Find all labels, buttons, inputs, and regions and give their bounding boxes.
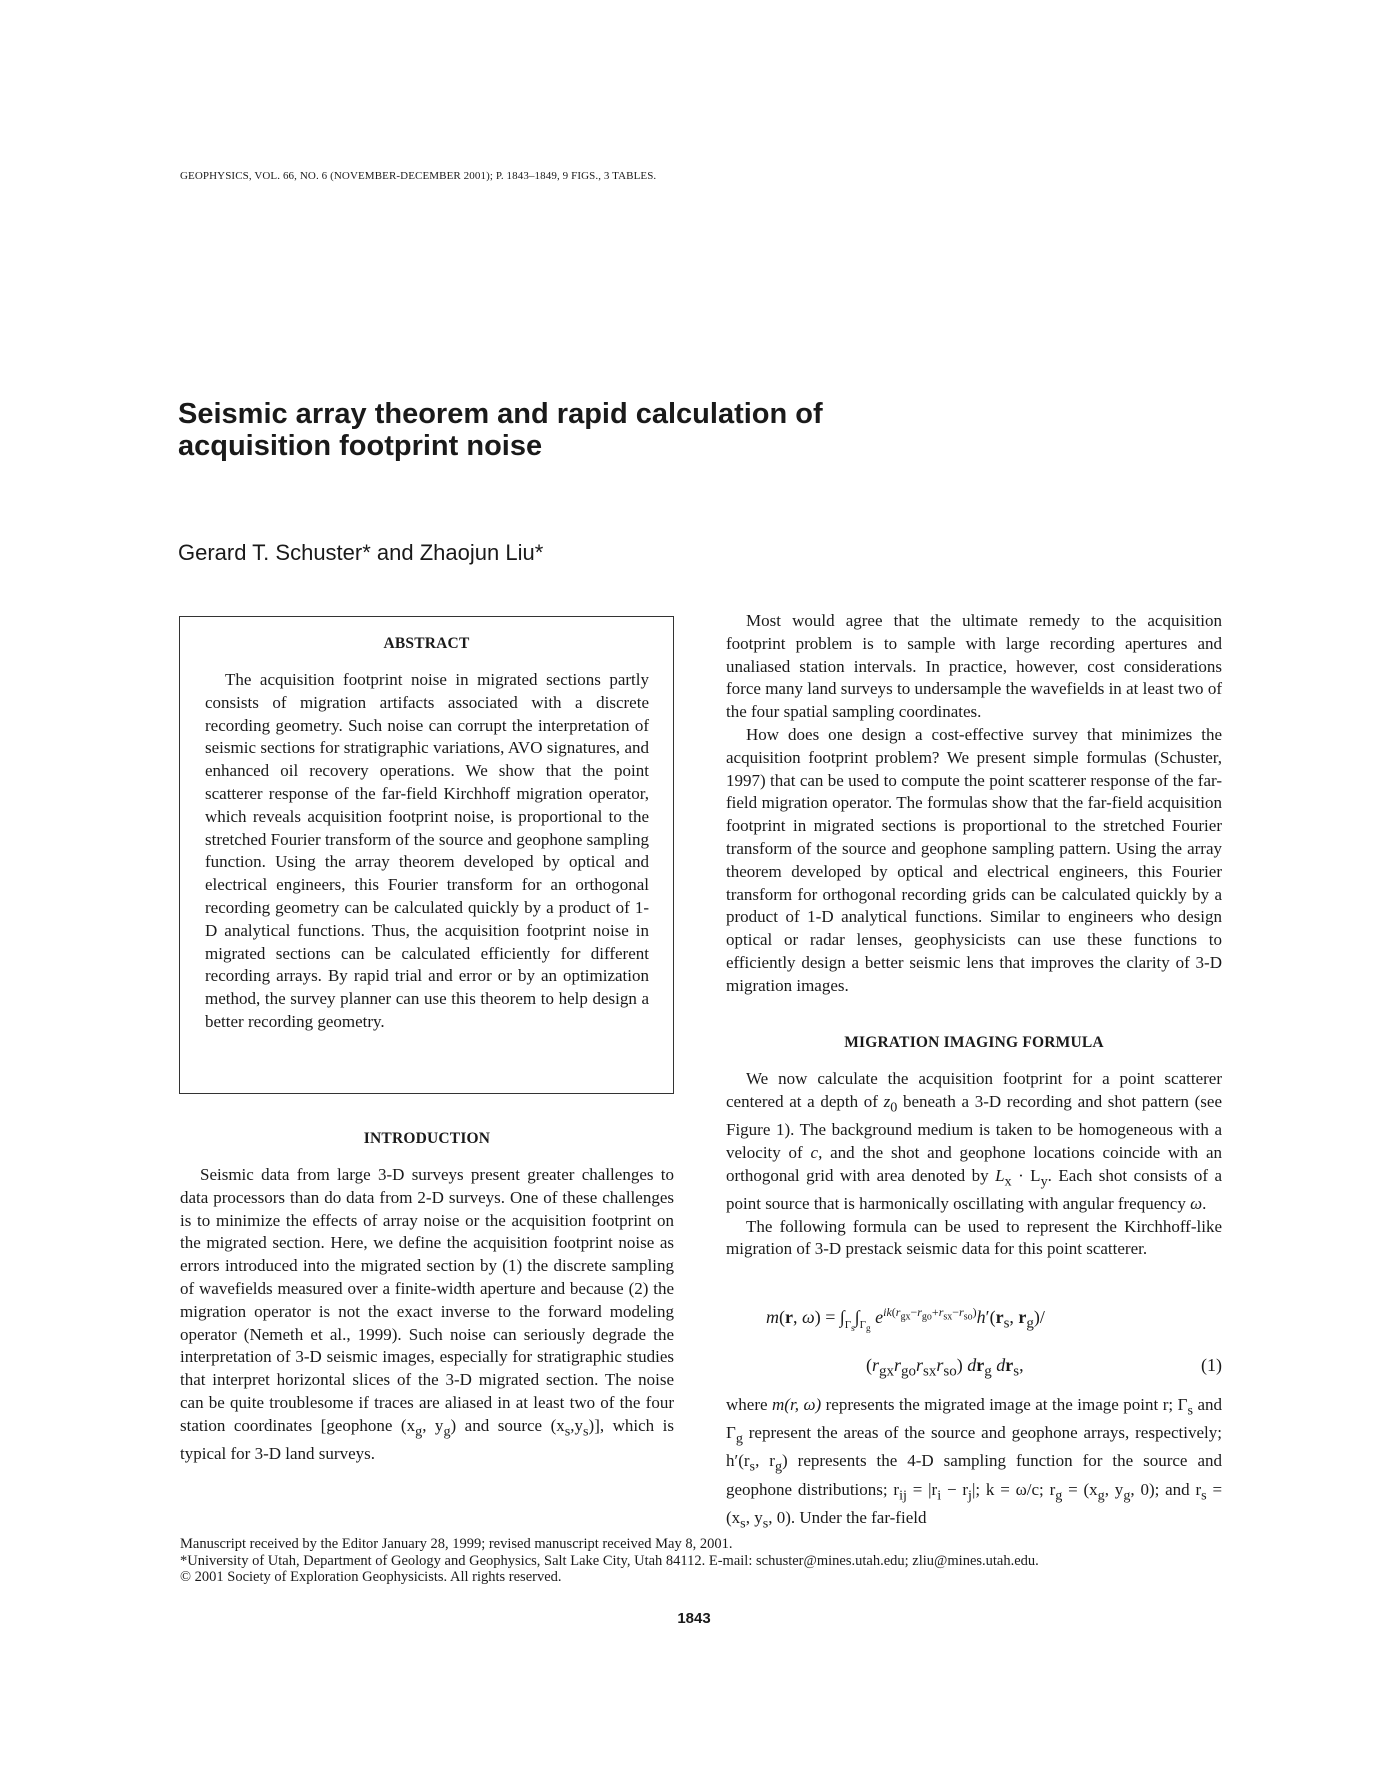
- footnote-affiliation: *University of Utah, Department of Geology and Geophysics, Salt Lake City, Utah 84112. E-mail: schuster@mines.utah.edu; zliu@mines.utah.edu.: [180, 1552, 1039, 1569]
- paragraph-remedy: Most would agree that the ultimate remedy to the acquisition footprint problem is to sample with large recording apertures and unaliased station intervals. In practice, however, cost considerations force many land surveys to undersample the wavefields in at least two of the four spatial sampling coordinates.: [726, 611, 1222, 722]
- abstract-box: [179, 616, 674, 1094]
- footnotes: [180, 1536, 1230, 1586]
- migration-heading: MIGRATION IMAGING FORMULA: [844, 1034, 1104, 1051]
- abstract-heading: ABSTRACT: [383, 635, 470, 652]
- authors: Gerard T. Schuster* and Zhaojun Liu*: [178, 540, 544, 565]
- introduction-heading: INTRODUCTION: [363, 1130, 491, 1147]
- paper-title: Seismic array theorem and rapid calculation of acquisition footprint noise: [178, 398, 823, 462]
- right-column-migration: [726, 1068, 1222, 1261]
- page-number: 1843: [677, 1610, 711, 1627]
- running-head: GEOPHYSICS, VOL. 66, NO. 6 (NOVEMBER-DECEMBER 2001); P. 1843–1849, 9 FIGS., 3 TABLES.: [180, 170, 657, 182]
- footnote-copyright: © 2001 Society of Exploration Geophysicists. All rights reserved.: [180, 1569, 562, 1585]
- paragraph-equation-definitions: where m(r, ω) represents the migrated image at the image point r; $\Gamma_s$ and $\Gamma_g$ represent the areas of the source and geophone arrays, respectively; $h'(r_s$, $r_g$) represents the 4-D sampling function for the source and geophone distributions; $r_{ij} = |r_i - r_j|$; k = ω/c; $r_g = (x_g$, $y_g$, 0); and $r_s = (x_s$, $y_s$, 0). Under the far-field: [726, 1395, 1223, 1532]
- equation-1: [726, 1305, 1222, 1385]
- equation-line-2: $(r_{gx}r_{go}r_{sx}r_{so})$ $dr_g$ $dr_s$,: [866, 1355, 1024, 1380]
- paragraph-formula-intro: The following formula can be used to represent the Kirchhoff-like migration of 3-D prestack seismic data for this point scatterer.: [726, 1216, 1222, 1259]
- right-column-intro: [726, 610, 1222, 998]
- footnote-manuscript: Manuscript received by the Editor January 28, 1999; revised manuscript received May 8, 2001.: [180, 1536, 733, 1552]
- abstract-text: The acquisition footprint noise in migrated sections partly consists of migration artifacts associated with a discrete recording geometry. Such noise can corrupt the interpretation of seismic sections for stratigraphic variations, AVO signatures, and enhanced oil recovery operations. We show that the point scatterer response of the far-field Kirchhoff migration operator, which reveals acquisition footprint noise, is proportional to the stretched Fourier transform of the source and geophone sampling function. Using the array theorem developed by optical and electrical engineers, this Fourier transform for an orthogonal recording geometry can be calculated quickly by a product of 1-D analytical functions. Thus, the acquisition footprint noise in migrated sections can be calculated efficiently for different recording arrays. By rapid trial and error or by an optimization method, the survey planner can use this theorem to help design a better recording geometry.: [205, 670, 649, 1031]
- paragraph-design: How does one design a cost-effective survey that minimizes the acquisition footprint problem? We present simple formulas (Schuster, 1997) that can be used to compute the point scatterer response of the far-field migration operator. The formulas show that the far-field acquisition footprint in migrated sections is proportional to the stretched Fourier transform of the source and geophone sampling pattern. Using the array theorem developed by optical and electrical engineers, this Fourier transform for orthogonal recording grids can be calculated quickly by a product of 1-D analytical functions. Similar to engineers who design optical or radar lenses, geophysicists can use these functions to efficiently design a better seismic lens that improves the clarity of 3-D migration images.: [726, 724, 1222, 995]
- introduction-text: Seismic data from large 3-D surveys present greater challenges to data processors than do data from 2-D surveys. One of these challenges is to minimize the effects of array noise or the acquisition footprint on the migrated section. Here, we define the acquisition footprint noise as errors introduced into the migrated section by (1) the discrete sampling of wavefields measured over a finite-width aperture and because (2) the migration operator is not the exact inverse to the forward modeling operator (Nemeth et al., 1999). Such noise can seriously degrade the interpretation of 3-D seismic images, especially for stratigraphic studies that interpret horizontal slices of the 3-D migrated section. The noise can be quite troublesome if traces are aliased in at least two of the four station coordinates [geophone ($x_g$, $y_g$) and source $(x_s,y_s)$], which is typical for 3-D land surveys.: [180, 1165, 674, 1463]
- equation-number: (1): [1201, 1355, 1222, 1375]
- equation-line-1: m(r, $\omega) = \int_{\Gamma_s}\int_{\Gamma_g}$ $e^{ik(r_{gx}-r_{go}+r_{sx}-r_{so})}h'(r_s$, $r_g)/$: [766, 1305, 1045, 1333]
- paragraph-point-scatterer: We now calculate the acquisition footprint for a point scatterer centered at a depth of $z_0$ beneath a 3-D recording and shot pattern (see Figure 1). The background medium is taken to be homogeneous with a velocity of c, and the shot and geophone locations coincide with an orthogonal grid with area denoted by $L_x \cdot L_y$. Each shot consists of a point source that is harmonically oscillating with angular frequency ω.: [726, 1069, 1223, 1213]
